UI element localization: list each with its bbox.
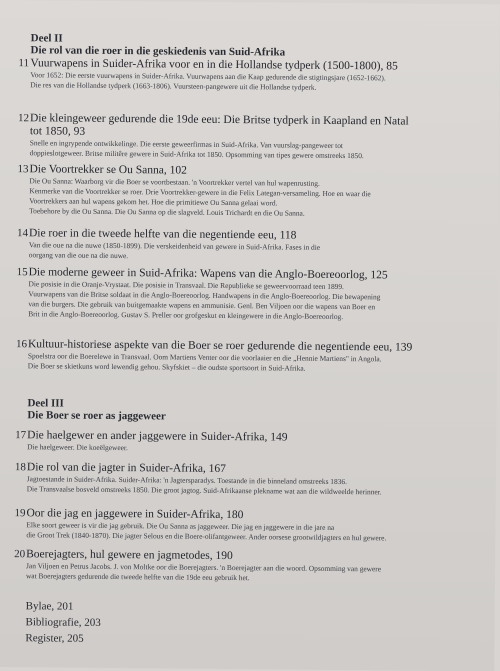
chapter-number: 18 [14,461,26,474]
chapter-summary-line: Voor 1652: Die eerste vuurwapens in Suider-Afrika. Vuurwapens aan die Kaap gedurende die stigtingsjare (1652-1662). [30,70,386,83]
chapter-summary-line: Die posisie in die Oranje-Vrystaat. Die posisie in Transvaal. Die Republieke se geweervoorraad teen 1899. [28,279,344,292]
chapter-title: Die kleingeweer gedurende die 19de eeu: Die Britse tydperk in Kaapland en Natal [29,112,409,128]
chapter-number: 19 [14,507,26,520]
chapter-summary-line: van die burgers. Die gebruik van buitgemaakte wapens en ammunisie. Genl. Ben Viljoen oor die wapens van Boer en [28,299,376,312]
part-2-heading [31,32,286,58]
part-title: Die Boer se roer as jaggeweer [27,409,166,423]
chapter-entry [18,57,498,94]
chapter-summary-line: Elke soort geweer is vir die jag gebruik. Die Ou Sanna as jaggeweer. Die jag en jaggewere in die jare na [26,520,335,532]
chapter-title: Die haelgewer en ander jaggewere in Suider-Afrika, 149 [27,429,288,444]
part-3-heading [27,397,166,422]
chapter-title: Die roer in die tweede helfte van die negentiende eeu, 118 [28,227,297,242]
chapter-summary-line: Die haelgeweer. Die koeëlgeweer. [27,442,128,453]
chapter-entry [17,163,497,220]
chapter-summary-line: Kenmerke van die Voortrekker se roer. Drie Voortrekker-gewere in die Felix Lategan-versameling. Hoe en waar die [29,186,371,199]
part-title: Die rol van die roer in die geskiedenis van Suid-Afrika [30,44,286,59]
back-matter-item: Register, 205 [25,632,84,645]
chapter-title: Oor die jag en jaggewere in Suider-Afrika, 180 [26,507,244,522]
part-number: Deel III [27,397,64,410]
chapter-summary-line: Brit in die Anglo-Boereoorlog. Gustav S. Preller oor grofgeskut en kleingewere in die Anglo-Boereoorlog. [28,309,344,322]
chapter-summary-line: Jan Viljoen en Petrus Jacobs. J. von Moltke oor die Boerejagters. 'n Boerejagter aan die woord. Opsomming van gewere [26,561,382,574]
chapter-number: 15 [16,266,28,279]
chapter-summary-line: Die Ou Sanna: Waarborg vir die Boer se voortbestaan. 'n Voortrekker vertel van hul wapenrusting. [29,176,320,188]
chapter-number: 20 [14,548,26,561]
chapter-number: 13 [17,163,29,176]
chapter-number: 17 [15,429,27,442]
chapter-summary-line: Toebehore by die Ou Sanna. Die Ou Sanna op die slagveld. Louis Trichardt en die Ou Sanna. [29,206,305,218]
chapter-entry [17,227,497,264]
chapter-summary-line: oorgang van die oue na die nuwe. [28,250,129,261]
chapter-number: 11 [18,57,30,70]
chapter-title: Die moderne geweer in Suid-Afrika: Wapens van die Anglo-Boereoorlog, 125 [28,266,388,282]
chapter-title: Boerejagters, hul gewere en jagmetodes, 190 [26,548,233,563]
back-matter-item: Bibliografie, 203 [25,616,101,629]
chapter-entry [18,112,498,162]
chapter-number: 14 [16,227,29,240]
chapter-summary-line: Vuurwapens van die Britse soldaat in die Anglo-Boereoorlog. Handwapens in die Anglo-Boereoorlog. Die bewapening [28,289,381,302]
chapter-title: Vuurwapens in Suider-Afrika voor en in die Hollandse tydperk (1500-1800), 85 [30,57,398,73]
chapter-title: tot 1850, 93 [29,125,86,138]
chapter-number: 16 [15,338,28,351]
chapter-summary-line: die Groot Trek (1840-1870). Die jagter Selous en die Boere-olifantgeweer. Ander oorsese grootwildjagters en hul gewere. [26,530,387,543]
chapter-entry [14,548,494,585]
chapter-title: Die Voortrekker se Ou Sanna, 102 [29,163,187,177]
chapter-summary-line: Die Transvaalse bosveld omstreeks 1850. Die groot jagtog. Suid-Afrikaanse plekname wat aan die wildweelde herinner. [26,484,382,497]
chapter-entry [15,461,495,498]
chapter-summary-line: Die Boer se skietkuns word lewendig gehou. Skyfskiet – die oudste sportsoort in Suid-Afrika. [27,361,306,373]
chapter-entry [16,266,496,323]
chapter-title: Kultuur-historiese aspekte van die Boer se roer gedurende die negentiende eeu, 139 [27,338,413,354]
back-matter-item: Bylae, 201 [25,600,74,613]
back-matter [25,598,101,647]
chapter-title: Die rol van die jagter in Suider-Afrika, 167 [26,461,227,475]
chapter-summary-line: wat Boerejagters gedurende die tweede helfte van die 19de eeu gebruik het. [25,571,250,583]
chapter-summary-line: Die res van die Hollandse tydperk (1663-1806). Vuursteen-pangewere uit die Hollandse tydperk. [30,80,317,92]
chapter-summary-line: Spoelstra oor die Boerelewe in Transvaal. Oom Martiens Venter oor die voorlaaier en die „Hennie Martiens" in Angola. [27,351,382,364]
chapter-summary-line: doppieslotgeweer. Britse militêre gewere in Suid-Afrika tot 1850. Opsomming van tipes gewere omstreeks 1850. [29,148,364,161]
chapter-entry [15,429,495,456]
part-number: Deel II [30,32,63,45]
chapter-entry [14,507,494,544]
chapter-number: 12 [17,112,30,125]
chapter-entry [16,338,496,375]
chapter-summary-line: Snelle en ingrypende ontwikkelinge. Die eerste geweerfirmas in Suid-Afrika. Van vuurslag-pangeweer tot [29,138,344,150]
chapter-summary-line: Jagtoestande in Suider-Afrika. Suider-Afrika: 'n Jagtersparadys. Toestande in die binneland omstreeks 1836. [26,474,348,487]
chapter-summary-line: Van die oue na die nuwe (1850-1899). Die verskeidenheid van gewere in Suid-Afrika. Fases in die [28,240,321,252]
chapter-summary-line: Voortrekkers aan hul wapens gekom het. Hoe die primitiewe Ou Sanna gelaai word. [29,196,278,208]
